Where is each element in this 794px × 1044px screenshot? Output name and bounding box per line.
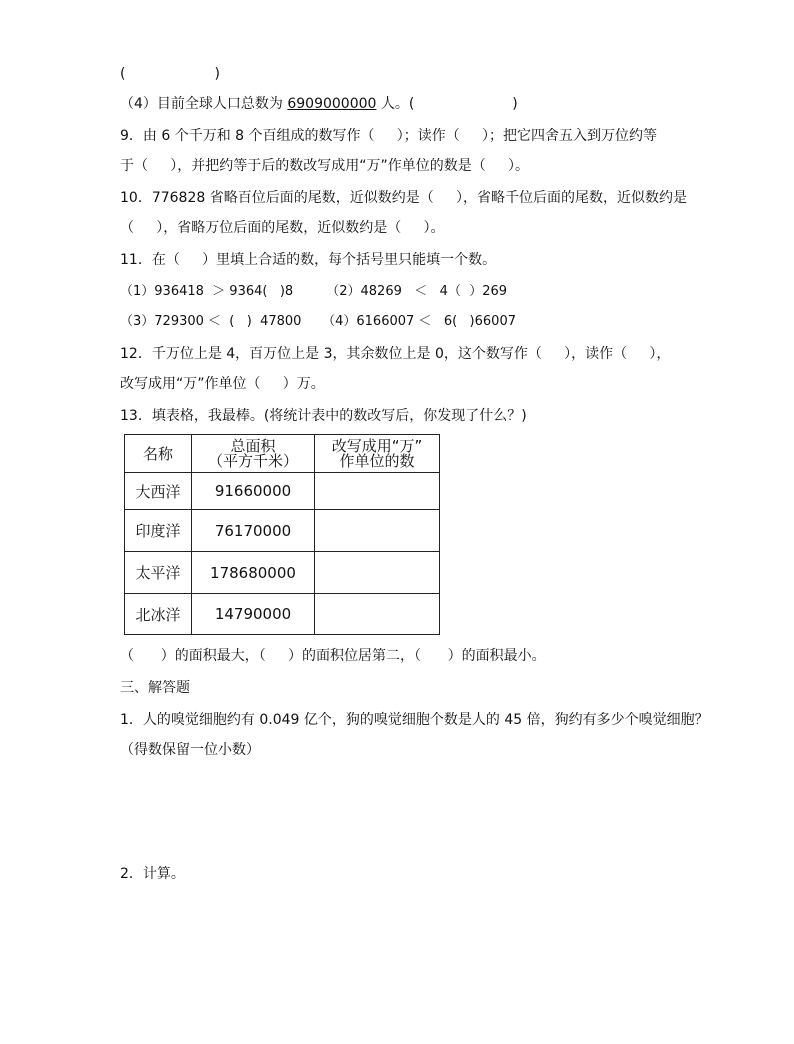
question-11-title: 11．在（ ）里填上合适的数，每个括号里只能填一个数。: [120, 252, 497, 268]
ocean-area-table: [124, 434, 440, 635]
question-10-line-1: 10．776828 省略百位后面的尾数，近似数约是（ ），省略千位后面的尾数，近似数约是: [120, 190, 687, 206]
question-8-4-suffix: 人。( ): [376, 96, 518, 112]
population-number: 6909000000: [287, 96, 377, 112]
solve-question-1: 1．人的嗅觉细胞约有 0.049 亿个，狗的嗅觉细胞个数是人的 45 倍，狗约有多少个嗅觉细胞？: [120, 712, 709, 728]
question-11-row-2: （3）729300 ＜ ( ) 47800 （4）6166007 ＜ 6( )66007: [120, 314, 516, 329]
question-8-4-prefix: （4）目前全球人口总数为: [120, 96, 288, 112]
ocean-name: 大西洋: [125, 473, 192, 510]
question-13-title: 13．填表格，我最棒。(将统计表中的数改写后，你发现了什么？): [120, 408, 527, 424]
table-row: [125, 552, 440, 594]
ocean-area: 14790000: [192, 594, 315, 635]
header-rewrite: 改写成用“万” 作单位的数: [315, 435, 440, 473]
ocean-name: 北冰洋: [125, 594, 192, 635]
table-row: [125, 473, 440, 510]
solve-question-2: 2．计算。: [120, 866, 185, 882]
solve-question-1-note: （得数保留一位小数）: [120, 742, 260, 758]
table-row: [125, 510, 440, 552]
table-header-row: [125, 435, 440, 473]
question-10-line-2: （ ），省略万位后面的尾数，近似数约是（ ）。: [120, 220, 445, 236]
answer-cell[interactable]: [315, 594, 440, 635]
question-13-summary: （ ）的面积最大，（ ）的面积位居第二，（ ）的面积最小。: [120, 648, 546, 664]
question-9-line-2: 于（ ），并把约等于后的数改写成用“万”作单位的数是（ ）。: [120, 158, 530, 174]
question-9-line-1: 9．由 6 个千万和 8 个百组成的数写作（ ）；读作（ ）；把它四舍五入到万位约等: [120, 128, 658, 144]
ocean-name: 太平洋: [125, 552, 192, 594]
header-area: 总面积 （平方千米）: [192, 435, 315, 473]
answer-cell[interactable]: [315, 473, 440, 510]
table-row: [125, 594, 440, 635]
answer-blank-prev: ( ): [120, 66, 220, 82]
ocean-area: 76170000: [192, 510, 315, 552]
ocean-area: 91660000: [192, 473, 315, 510]
section-title-solve: 三、解答题: [120, 680, 190, 696]
question-11-row-1: （1）936418 ＞ 9364( )8 （2）48269 ＜ 4（ ）269: [120, 284, 508, 299]
question-12-line-2: 改写成用“万”作单位（ ）万。: [120, 376, 325, 392]
question-12-line-1: 12．千万位上是 4，百万位上是 3，其余数位上是 0，这个数写作（ ），读作（ ），: [120, 346, 671, 362]
answer-cell[interactable]: [315, 510, 440, 552]
answer-cell[interactable]: [315, 552, 440, 594]
header-name: 名称: [125, 435, 192, 473]
ocean-area: 178680000: [192, 552, 315, 594]
ocean-name: 印度洋: [125, 510, 192, 552]
question-8-4: [120, 96, 518, 112]
